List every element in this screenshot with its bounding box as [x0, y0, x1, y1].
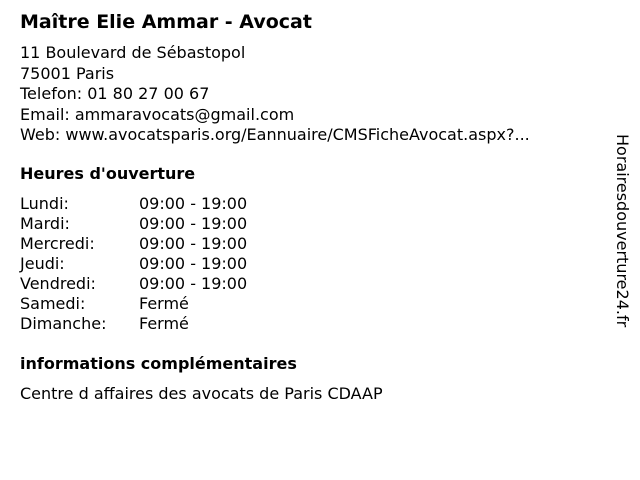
- hours-value: 09:00 - 19:00: [139, 274, 248, 293]
- contact-block: [20, 43, 530, 146]
- day-label: Jeudi:: [20, 254, 65, 273]
- street-address: 11 Boulevard de Sébastopol: [20, 43, 246, 62]
- business-name: Maître Elie Ammar - Avocat: [20, 11, 312, 33]
- hours-value: 09:00 - 19:00: [139, 234, 248, 253]
- hours-value: Fermé: [139, 294, 189, 313]
- site-watermark: Horairesdouverture24.fr: [613, 134, 632, 328]
- hours-value: 09:00 - 19:00: [139, 194, 248, 213]
- day-label: Dimanche:: [20, 314, 107, 333]
- email-line: Email: ammaravocats@gmail.com: [20, 104, 295, 124]
- city-postcode: 75001 Paris: [20, 63, 115, 83]
- hours-value: 09:00 - 19:00: [139, 254, 248, 273]
- opening-hours-heading: Heures d'ouverture: [20, 164, 196, 183]
- day-label: Samedi:: [20, 294, 86, 313]
- day-label: Mardi:: [20, 214, 70, 233]
- day-label: Vendredi:: [20, 274, 96, 293]
- hours-value: Fermé: [139, 314, 189, 333]
- day-label: Mercredi:: [20, 234, 95, 253]
- additional-info-text: Centre d affaires des avocats de Paris CDAAP: [20, 384, 383, 403]
- day-label: Lundi:: [20, 194, 69, 213]
- website-line: Web: www.avocatsparis.org/Eannuaire/CMSFicheAvocat.aspx?...: [20, 125, 530, 144]
- additional-info-heading: informations complémentaires: [20, 354, 297, 373]
- hours-value: 09:00 - 19:00: [139, 214, 248, 233]
- phone-line: Telefon: 01 80 27 00 67: [20, 84, 210, 103]
